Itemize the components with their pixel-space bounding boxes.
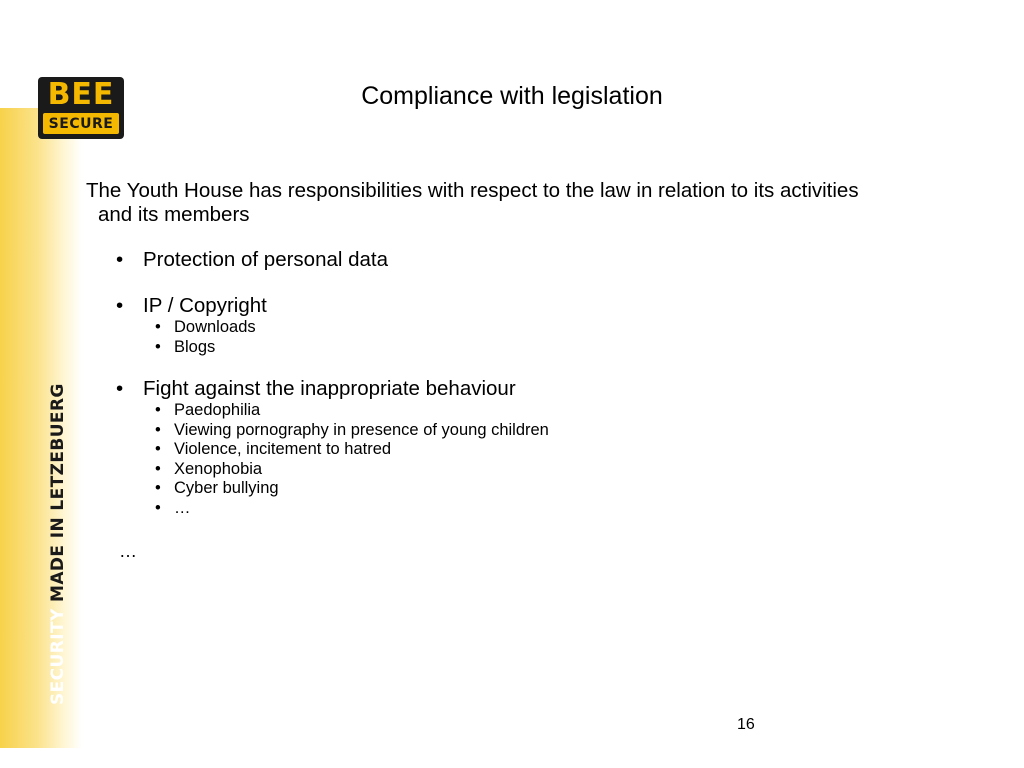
sub-bullet-marker: • <box>155 498 161 517</box>
sub-list-item <box>155 499 549 519</box>
sub-list <box>155 318 256 357</box>
sub-list-item <box>155 479 549 499</box>
sub-bullet-marker: • <box>155 459 161 478</box>
logo-bottom-text: SECURE <box>43 113 119 134</box>
sub-item-label: Paedophilia <box>174 401 261 419</box>
sub-item-label: Violence, incitement to hatred <box>174 440 392 458</box>
sub-item-label: Downloads <box>174 318 256 336</box>
sub-list-item <box>155 318 256 338</box>
slogan-part-security: SECURITY <box>48 608 68 705</box>
sub-list-item <box>155 338 256 358</box>
sub-bullet-marker: • <box>155 337 161 356</box>
sub-item-label: Cyber bullying <box>174 479 279 497</box>
side-slogan <box>48 383 68 705</box>
slogan-part-made-in: MADE IN LETZEBUERG <box>48 383 68 602</box>
sub-list <box>155 401 549 518</box>
sub-item-label: Xenophobia <box>174 459 263 478</box>
page-number: 16 <box>737 716 755 733</box>
bee-secure-logo <box>38 77 124 139</box>
intro-line-1: The Youth House has responsibilities with respect to the law in relation to its activities <box>86 179 859 202</box>
logo-top-text: BEE <box>47 77 115 112</box>
bullet-marker: • <box>116 377 124 400</box>
slide-title: Compliance with legislation <box>361 82 663 110</box>
sub-item-label: … <box>174 498 191 517</box>
sub-bullet-marker: • <box>155 401 161 419</box>
sub-item-label: Viewing pornography in presence of young children <box>174 420 549 439</box>
sub-bullet-marker: • <box>155 318 161 336</box>
sub-list-item <box>155 421 549 441</box>
sub-list-item <box>155 440 549 460</box>
sub-list-item <box>155 460 549 480</box>
bullet-item <box>116 377 516 401</box>
bullet-label: Protection of personal data <box>143 248 389 271</box>
sub-item-label: Blogs <box>174 337 216 356</box>
bullet-item <box>116 294 267 318</box>
bullet-item <box>116 248 388 272</box>
intro-line-2: and its members <box>98 203 250 226</box>
sub-bullet-marker: • <box>155 420 161 439</box>
sub-bullet-marker: • <box>155 440 161 458</box>
bullet-label: IP / Copyright <box>143 294 267 317</box>
side-band <box>0 108 82 748</box>
intro-paragraph <box>86 179 1006 227</box>
sub-list-item <box>155 401 549 421</box>
trailing-ellipsis: … <box>119 541 137 561</box>
bullet-marker: • <box>116 294 124 317</box>
bullet-marker: • <box>116 248 124 271</box>
sub-bullet-marker: • <box>155 479 161 497</box>
bullet-label: Fight against the inappropriate behaviour <box>143 377 516 400</box>
